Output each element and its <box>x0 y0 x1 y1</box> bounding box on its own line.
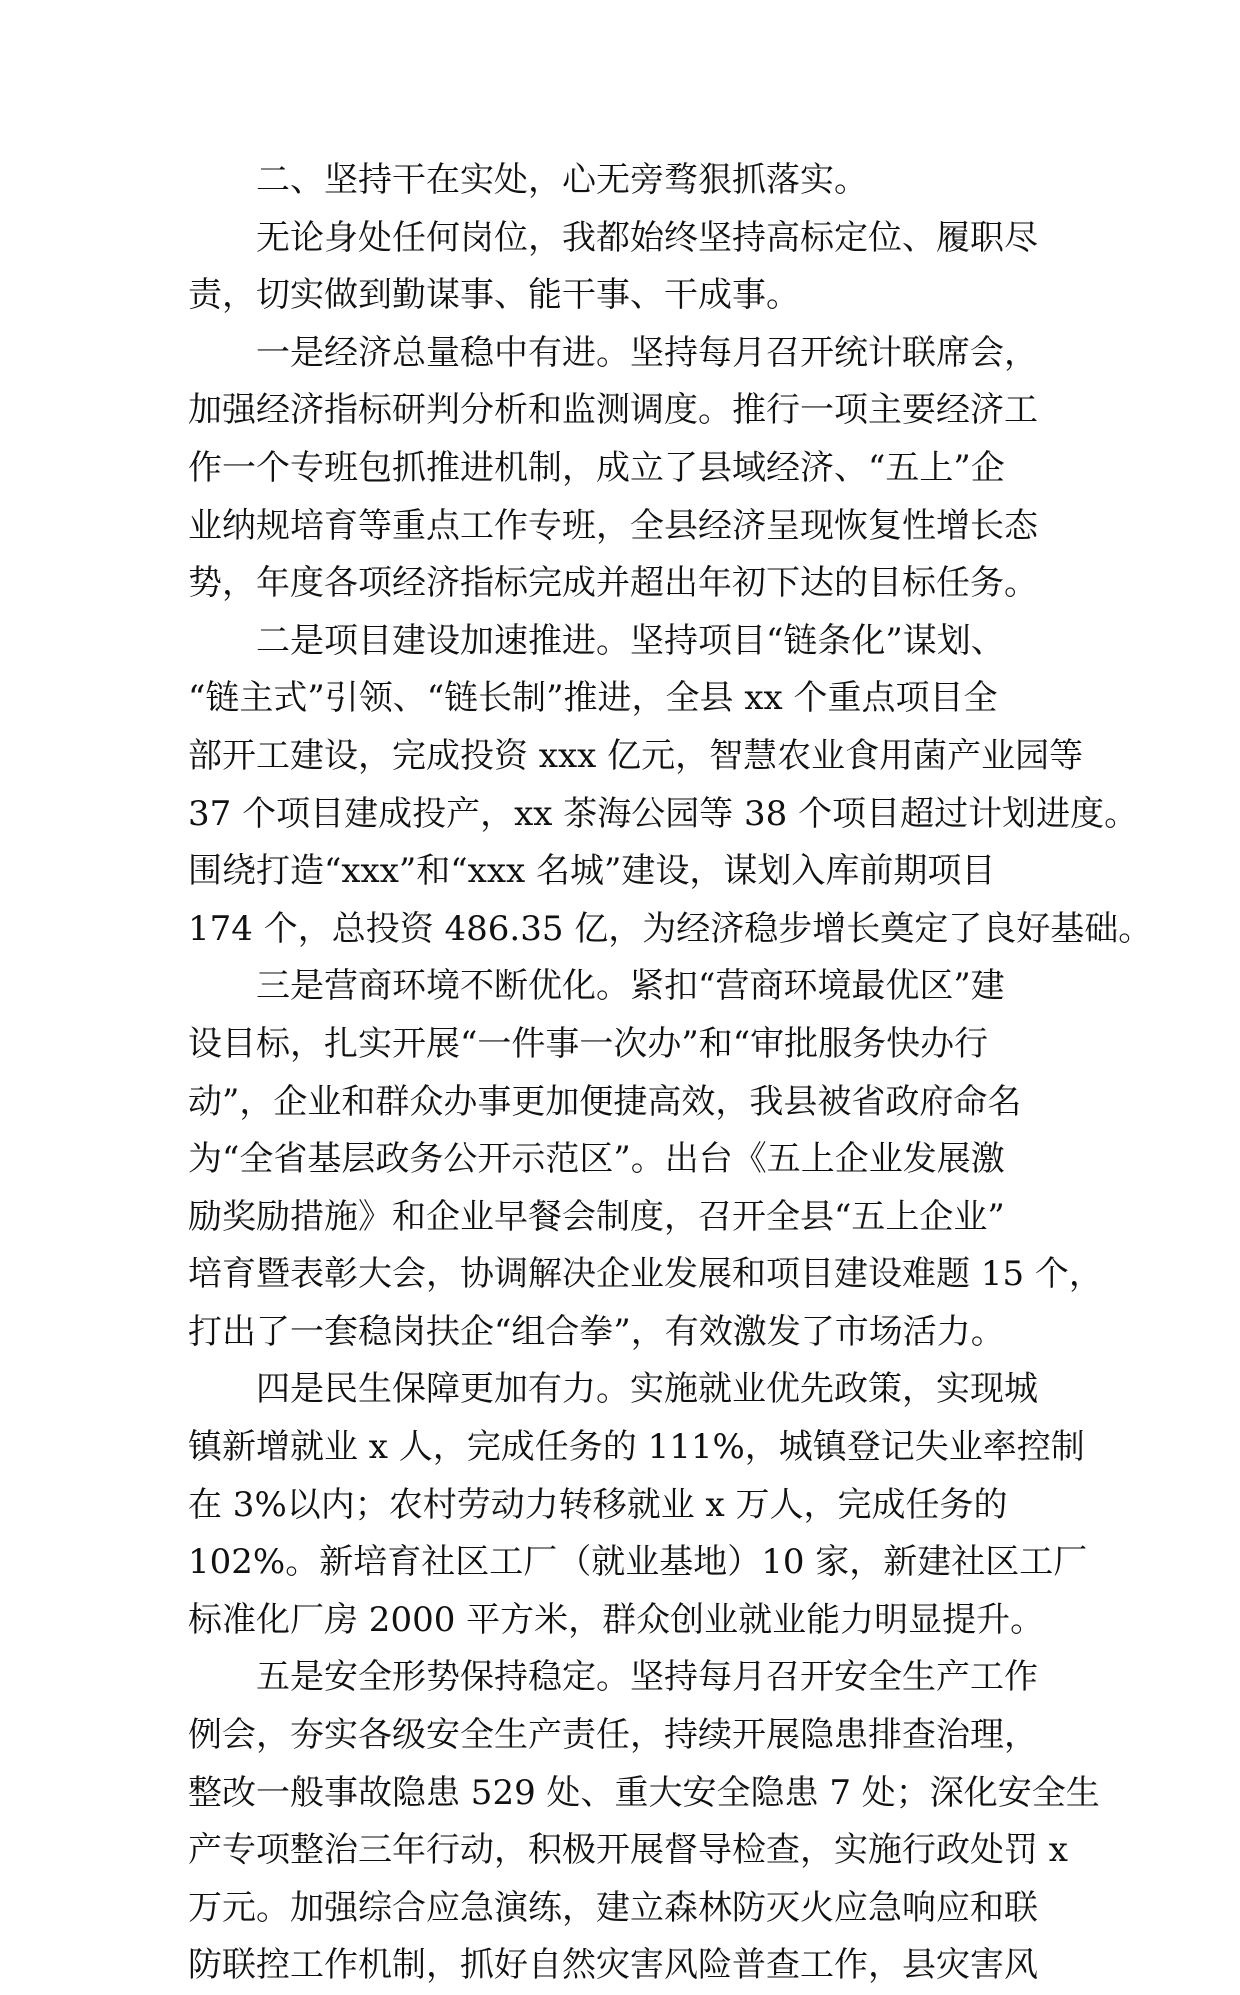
paragraph-line: 动”，企业和群众办事更加便捷高效，我县被省政府命名 <box>188 1081 1022 1122</box>
paragraph-line: 产专项整治三年行动，积极开展督导检查，实施行政处罚 x <box>188 1830 1068 1871</box>
paragraph-line: 二是项目建设加速推进。坚持项目“链条化”谋划、 <box>256 620 1005 661</box>
paragraph-line: “链主式”引领、“链长制”推进，全县 xx 个重点项目全 <box>188 678 998 719</box>
paragraph-line: 在 3%以内；农村劳动力转移就业 x 万人，完成任务的 <box>188 1484 1008 1525</box>
paragraph-line: 培育暨表彰大会，协调解决企业发展和项目建设难题 15 个， <box>188 1254 1103 1295</box>
paragraph-line: 整改一般事故隐患 529 处、重大安全隐患 7 处；深化安全生 <box>188 1772 1100 1813</box>
paragraph-line: 一是经济总量稳中有进。坚持每月召开统计联席会， <box>256 332 1038 373</box>
paragraph-line: 无论身处任何岗位，我都始终坚持高标定位、履职尽 <box>256 217 1038 258</box>
paragraph-line: 五是安全形势保持稳定。坚持每月召开安全生产工作 <box>256 1657 1038 1698</box>
paragraph-line: 业纳规培育等重点工作专班，全县经济呈现恢复性增长态 <box>188 505 1038 546</box>
paragraph-line: 174 个，总投资 486.35 亿，为经济稳步增长奠定了良好基础。 <box>188 908 1153 949</box>
paragraph-line: 围绕打造“xxx”和“xxx 名城”建设，谋划入库前期项目 <box>188 851 996 892</box>
section-heading: 二、坚持干在实处，心无旁骛狠抓落实。 <box>256 160 868 200</box>
paragraph-line: 镇新增就业 x 人，完成任务的 111%，城镇登记失业率控制 <box>188 1427 1085 1468</box>
paragraph-line: 三是营商环境不断优化。紧扣“营商环境最优区”建 <box>256 966 1005 1007</box>
paragraph-line: 为“全省基层政务公开示范区”。出台《五上企业发展激 <box>188 1139 1005 1180</box>
paragraph-line: 防联控工作机制，抓好自然灾害风险普查工作，县灾害风 <box>188 1945 1038 1986</box>
document-body <box>188 152 1153 1995</box>
paragraph-line: 责，切实做到勤谋事、能干事、干成事。 <box>188 275 800 316</box>
paragraph-line: 102%。新培育社区工厂（就业基地）10 家，新建社区工厂 <box>188 1542 1088 1583</box>
paragraph-line: 势，年度各项经济指标完成并超出年初下达的目标任务。 <box>188 563 1038 604</box>
paragraph-line: 励奖励措施》和企业早餐会制度，召开全县“五上企业” <box>188 1196 1005 1237</box>
paragraph-line: 打出了一套稳岗扶企“组合拳”，有效激发了市场活力。 <box>188 1311 1005 1352</box>
paragraph-line: 加强经济指标研判分析和监测调度。推行一项主要经济工 <box>188 390 1038 431</box>
paragraph-line: 四是民生保障更加有力。实施就业优先政策，实现城 <box>256 1369 1038 1410</box>
paragraph-line: 标准化厂房 2000 平方米，群众创业就业能力明显提升。 <box>188 1599 1045 1640</box>
paragraph-line: 万元。加强综合应急演练，建立森林防灭火应急响应和联 <box>188 1887 1038 1928</box>
paragraph-line: 部开工建设，完成投资 xxx 亿元，智慧农业食用菌产业园等 <box>188 735 1084 776</box>
paragraph-line: 例会，夯实各级安全生产责任，持续开展隐患排查治理， <box>188 1715 1038 1756</box>
paragraph-line: 设目标，扎实开展“一件事一次办”和“审批服务快办行 <box>188 1023 989 1064</box>
paragraph-line: 作一个专班包抓推进机制，成立了县域经济、“五上”企 <box>188 447 1005 488</box>
paragraph-line: 37 个项目建成投产，xx 茶海公园等 38 个项目超过计划进度。 <box>188 793 1139 834</box>
